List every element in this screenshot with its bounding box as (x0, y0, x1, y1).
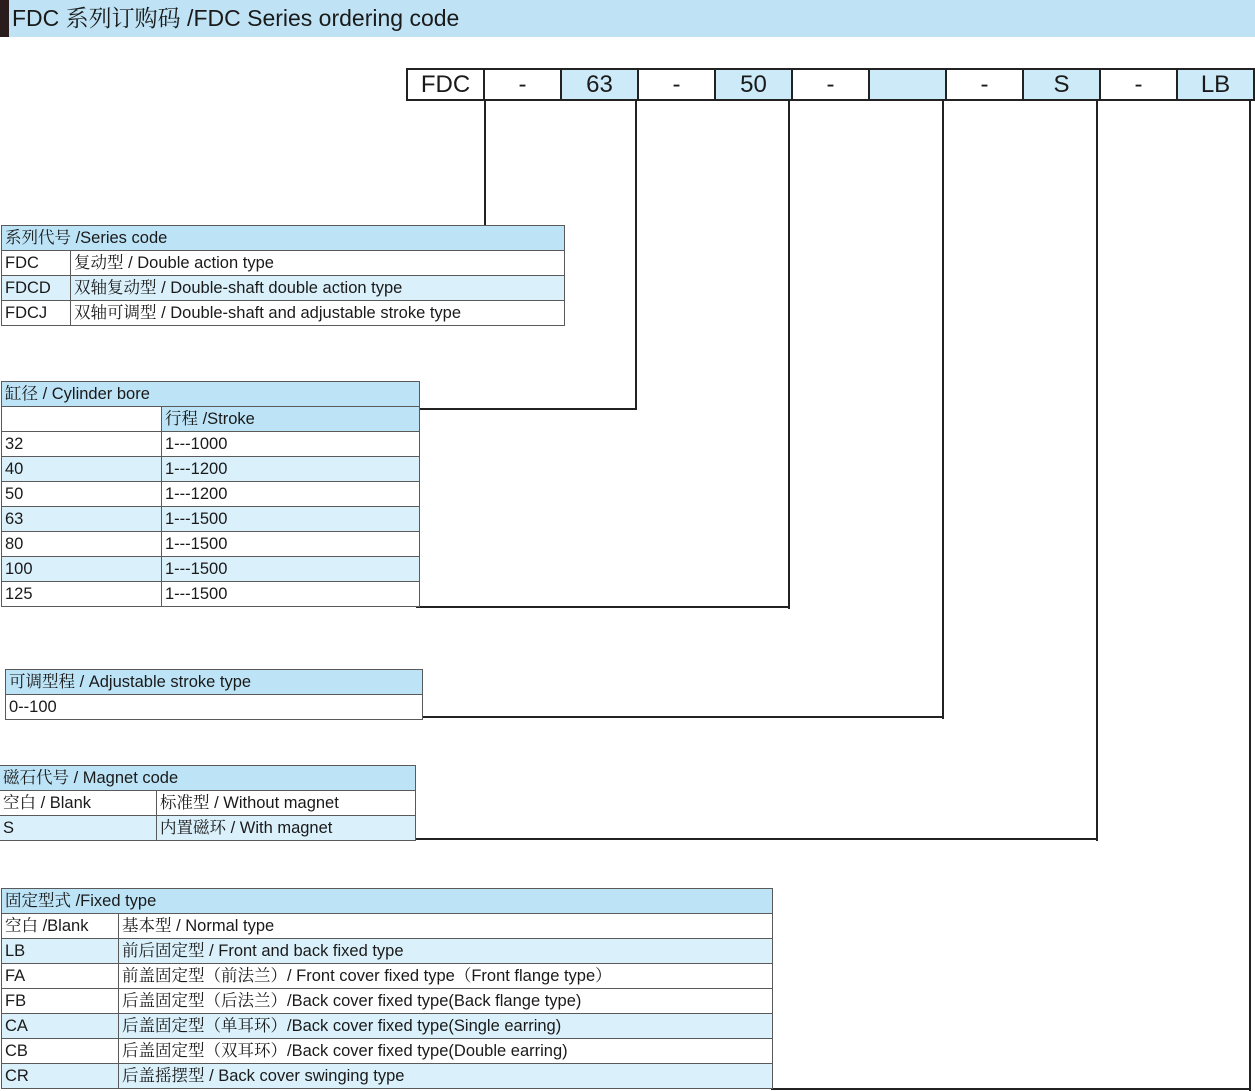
page-title: FDC 系列订购码 /FDC Series ordering code (12, 5, 460, 31)
series-code-cell: FDCD (2, 276, 71, 301)
code-cell-fixed: LB (1178, 70, 1255, 99)
stroke-cell: 1---1500 (162, 557, 420, 582)
adjustable-stroke-table (5, 669, 423, 720)
series-code-header: 系列代号 /Series code (2, 226, 565, 251)
bore-cell: 125 (2, 582, 162, 607)
bore-cell: 63 (2, 507, 162, 532)
code-cell-separator: - (793, 70, 870, 99)
title-bar (0, 0, 1255, 37)
stroke-subheader: 行程 /Stroke (162, 407, 420, 432)
series-desc-cell: 双轴复动型 / Double-shaft double action type (71, 276, 565, 301)
fixed-desc-cell: 前盖固定型（前法兰）/ Front cover fixed type（Front flange type） (119, 964, 773, 989)
connector-adjust-vertical (942, 101, 944, 719)
fixed-desc-cell: 后盖固定型（双耳环）/Back cover fixed type(Double earring) (119, 1039, 773, 1064)
magnet-code-cell: S (0, 816, 157, 841)
stroke-cell: 1---1000 (162, 432, 420, 457)
adjustable-stroke-value: 0--100 (6, 695, 423, 720)
fixed-type-header: 固定型式 /Fixed type (2, 889, 773, 914)
code-cell-separator: - (947, 70, 1024, 99)
code-cell-separator: - (1101, 70, 1178, 99)
series-desc-cell: 复动型 / Double action type (71, 251, 565, 276)
fixed-desc-cell: 后盖固定型（后法兰）/Back cover fixed type(Back flange type) (119, 989, 773, 1014)
bore-cell: 50 (2, 482, 162, 507)
fixed-code-cell: FA (2, 964, 119, 989)
code-cell-adjust (870, 70, 947, 99)
connector-bore-horizontal (418, 408, 637, 410)
stroke-cell: 1---1200 (162, 457, 420, 482)
connector-stroke-horizontal (416, 606, 790, 608)
stroke-cell: 1---1200 (162, 482, 420, 507)
fixed-code-cell: CR (2, 1064, 119, 1089)
code-cell-separator: - (639, 70, 716, 99)
title-accent-block (0, 0, 9, 37)
bore-cell: 32 (2, 432, 162, 457)
code-cell-stroke: 50 (716, 70, 793, 99)
fixed-desc-cell: 前后固定型 / Front and back fixed type (119, 939, 773, 964)
connector-adjust-horizontal (422, 716, 944, 718)
connector-stroke-vertical (788, 101, 790, 609)
connector-bore-vertical (635, 101, 637, 410)
series-desc-cell: 双轴可调型 / Double-shaft and adjustable stroke type (71, 301, 565, 326)
cylinder-bore-table (1, 381, 420, 607)
code-cell-separator: - (485, 70, 562, 99)
bore-cell: 40 (2, 457, 162, 482)
series-code-cell: FDC (2, 251, 71, 276)
bore-cell: 100 (2, 557, 162, 582)
magnet-code-header: 磁石代号 / Magnet code (0, 766, 416, 791)
magnet-code-table (0, 765, 416, 841)
connector-magnet-vertical (1096, 101, 1098, 841)
magnet-code-cell: 空白 / Blank (0, 791, 157, 816)
connector-magnet-horizontal (414, 838, 1098, 840)
bore-cell: 80 (2, 532, 162, 557)
code-cell-series: FDC (408, 70, 485, 99)
stroke-cell: 1---1500 (162, 507, 420, 532)
code-cell-magnet: S (1024, 70, 1101, 99)
ordering-code-row (406, 68, 1255, 101)
connector-fixed-vertical (1249, 101, 1251, 1091)
magnet-desc-cell: 标准型 / Without magnet (157, 791, 416, 816)
fixed-desc-cell: 后盖固定型（单耳环）/Back cover fixed type(Single earring) (119, 1014, 773, 1039)
fixed-desc-cell: 后盖摇摆型 / Back cover swinging type (119, 1064, 773, 1089)
fixed-code-cell: FB (2, 989, 119, 1014)
connector-fixed-horizontal (771, 1088, 1251, 1090)
fixed-code-cell: 空白 /Blank (2, 914, 119, 939)
connector-series-vertical (484, 101, 486, 225)
code-cell-bore: 63 (562, 70, 639, 99)
series-code-cell: FDCJ (2, 301, 71, 326)
bore-subheader-empty (2, 407, 162, 432)
cylinder-bore-header: 缸径 / Cylinder bore (2, 382, 420, 407)
stroke-cell: 1---1500 (162, 582, 420, 607)
fixed-code-cell: CA (2, 1014, 119, 1039)
fixed-type-table (1, 888, 773, 1089)
fixed-code-cell: LB (2, 939, 119, 964)
fixed-code-cell: CB (2, 1039, 119, 1064)
magnet-desc-cell: 内置磁环 / With magnet (157, 816, 416, 841)
series-code-table (1, 225, 565, 326)
fixed-desc-cell: 基本型 / Normal type (119, 914, 773, 939)
adjustable-stroke-header: 可调型程 / Adjustable stroke type (6, 670, 423, 695)
stroke-cell: 1---1500 (162, 532, 420, 557)
